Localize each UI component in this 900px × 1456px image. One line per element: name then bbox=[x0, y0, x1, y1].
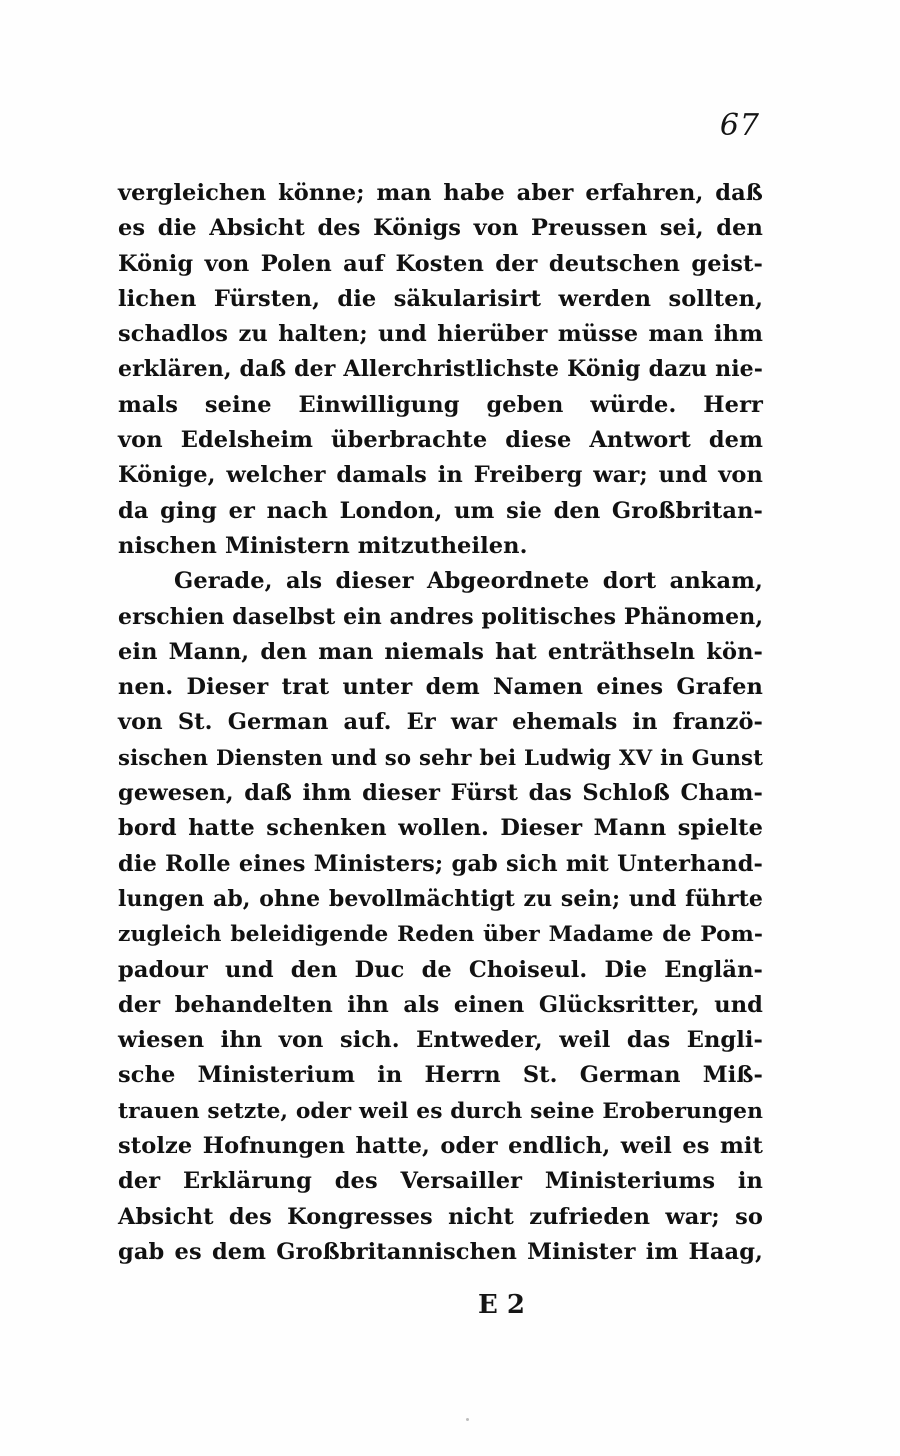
text-line: von Edelsheim überbrachte diese Antwort dem bbox=[118, 427, 763, 454]
text-line: stolze Hofnungen hatte, oder endlich, weil es mit bbox=[118, 1133, 763, 1160]
text-line: erklären, daß der Allerchristlichste König dazu nie- bbox=[118, 356, 763, 383]
text-line: sche Ministerium in Herrn St. German Miß- bbox=[118, 1062, 763, 1089]
text-line: trauen setzte, oder weil es durch seine Eroberungen bbox=[118, 1098, 763, 1124]
text-line: vergleichen könne; man habe aber erfahren, daß bbox=[118, 180, 763, 206]
text-line: gewesen, daß ihm dieser Fürst das Schloß Cham- bbox=[118, 780, 763, 807]
text-line: ein Mann, den man niemals hat enträthseln kön- bbox=[118, 638, 763, 665]
text-line: es die Absicht des Königs von Preussen sei, den bbox=[118, 215, 763, 242]
text-line: König von Polen auf Kosten der deutschen geist- bbox=[118, 250, 763, 277]
text-line: bord hatte schenken wollen. Dieser Mann spielte bbox=[118, 815, 763, 842]
text-line: Könige, welcher damals in Freiberg war; und von bbox=[118, 462, 763, 489]
text-line: schadlos zu halten; und hierüber müsse man ihm bbox=[118, 321, 763, 348]
paper-speck bbox=[466, 1418, 469, 1421]
text-line: Absicht des Kongresses nicht zufrieden war; so bbox=[118, 1203, 763, 1230]
text-line: lichen Fürsten, die säkularisirt werden sollten, bbox=[118, 285, 763, 312]
paragraph-end-line: nischen Ministern mitzutheilen. bbox=[118, 532, 528, 559]
text-line: gab es dem Großbritannischen Minister im Haag, bbox=[118, 1238, 763, 1265]
text-line: erschien daselbst ein andres politisches Phänomen, bbox=[118, 603, 764, 630]
text-line: die Rolle eines Ministers; gab sich mit Unterhand- bbox=[118, 850, 763, 877]
signature-mark: E 2 bbox=[478, 1290, 525, 1320]
text-line: mals seine Einwilligung geben würde. Herr bbox=[118, 391, 763, 418]
text-line: padour und den Duc de Choiseul. Die Englän- bbox=[118, 956, 763, 983]
text-line: der behandelten ihn als einen Glücksritter, und bbox=[118, 991, 763, 1018]
text-line: nen. Dieser trat unter dem Namen eines Grafen bbox=[118, 674, 763, 701]
text-line: von St. German auf. Er war ehemals in franzö- bbox=[118, 709, 763, 736]
text-line: sischen Diensten und so sehr bei Ludwig XV in Gunst bbox=[118, 745, 763, 771]
page-number: 67 bbox=[719, 108, 760, 143]
text-line: lungen ab, ohne bevollmächtigt zu sein; und führte bbox=[118, 885, 763, 912]
text-line: da ging er nach London, um sie den Großbritan- bbox=[118, 497, 763, 524]
text-line: zugleich beleidigende Reden über Madame de Pom- bbox=[118, 922, 763, 948]
body-text bbox=[118, 176, 763, 1270]
paragraph-start-line: Gerade, als dieser Abgeordnete dort ankam, bbox=[174, 568, 763, 595]
text-line: der Erklärung des Versailler Ministeriums in bbox=[118, 1168, 763, 1195]
text-line: wiesen ihn von sich. Entweder, weil das Engli- bbox=[118, 1027, 763, 1054]
